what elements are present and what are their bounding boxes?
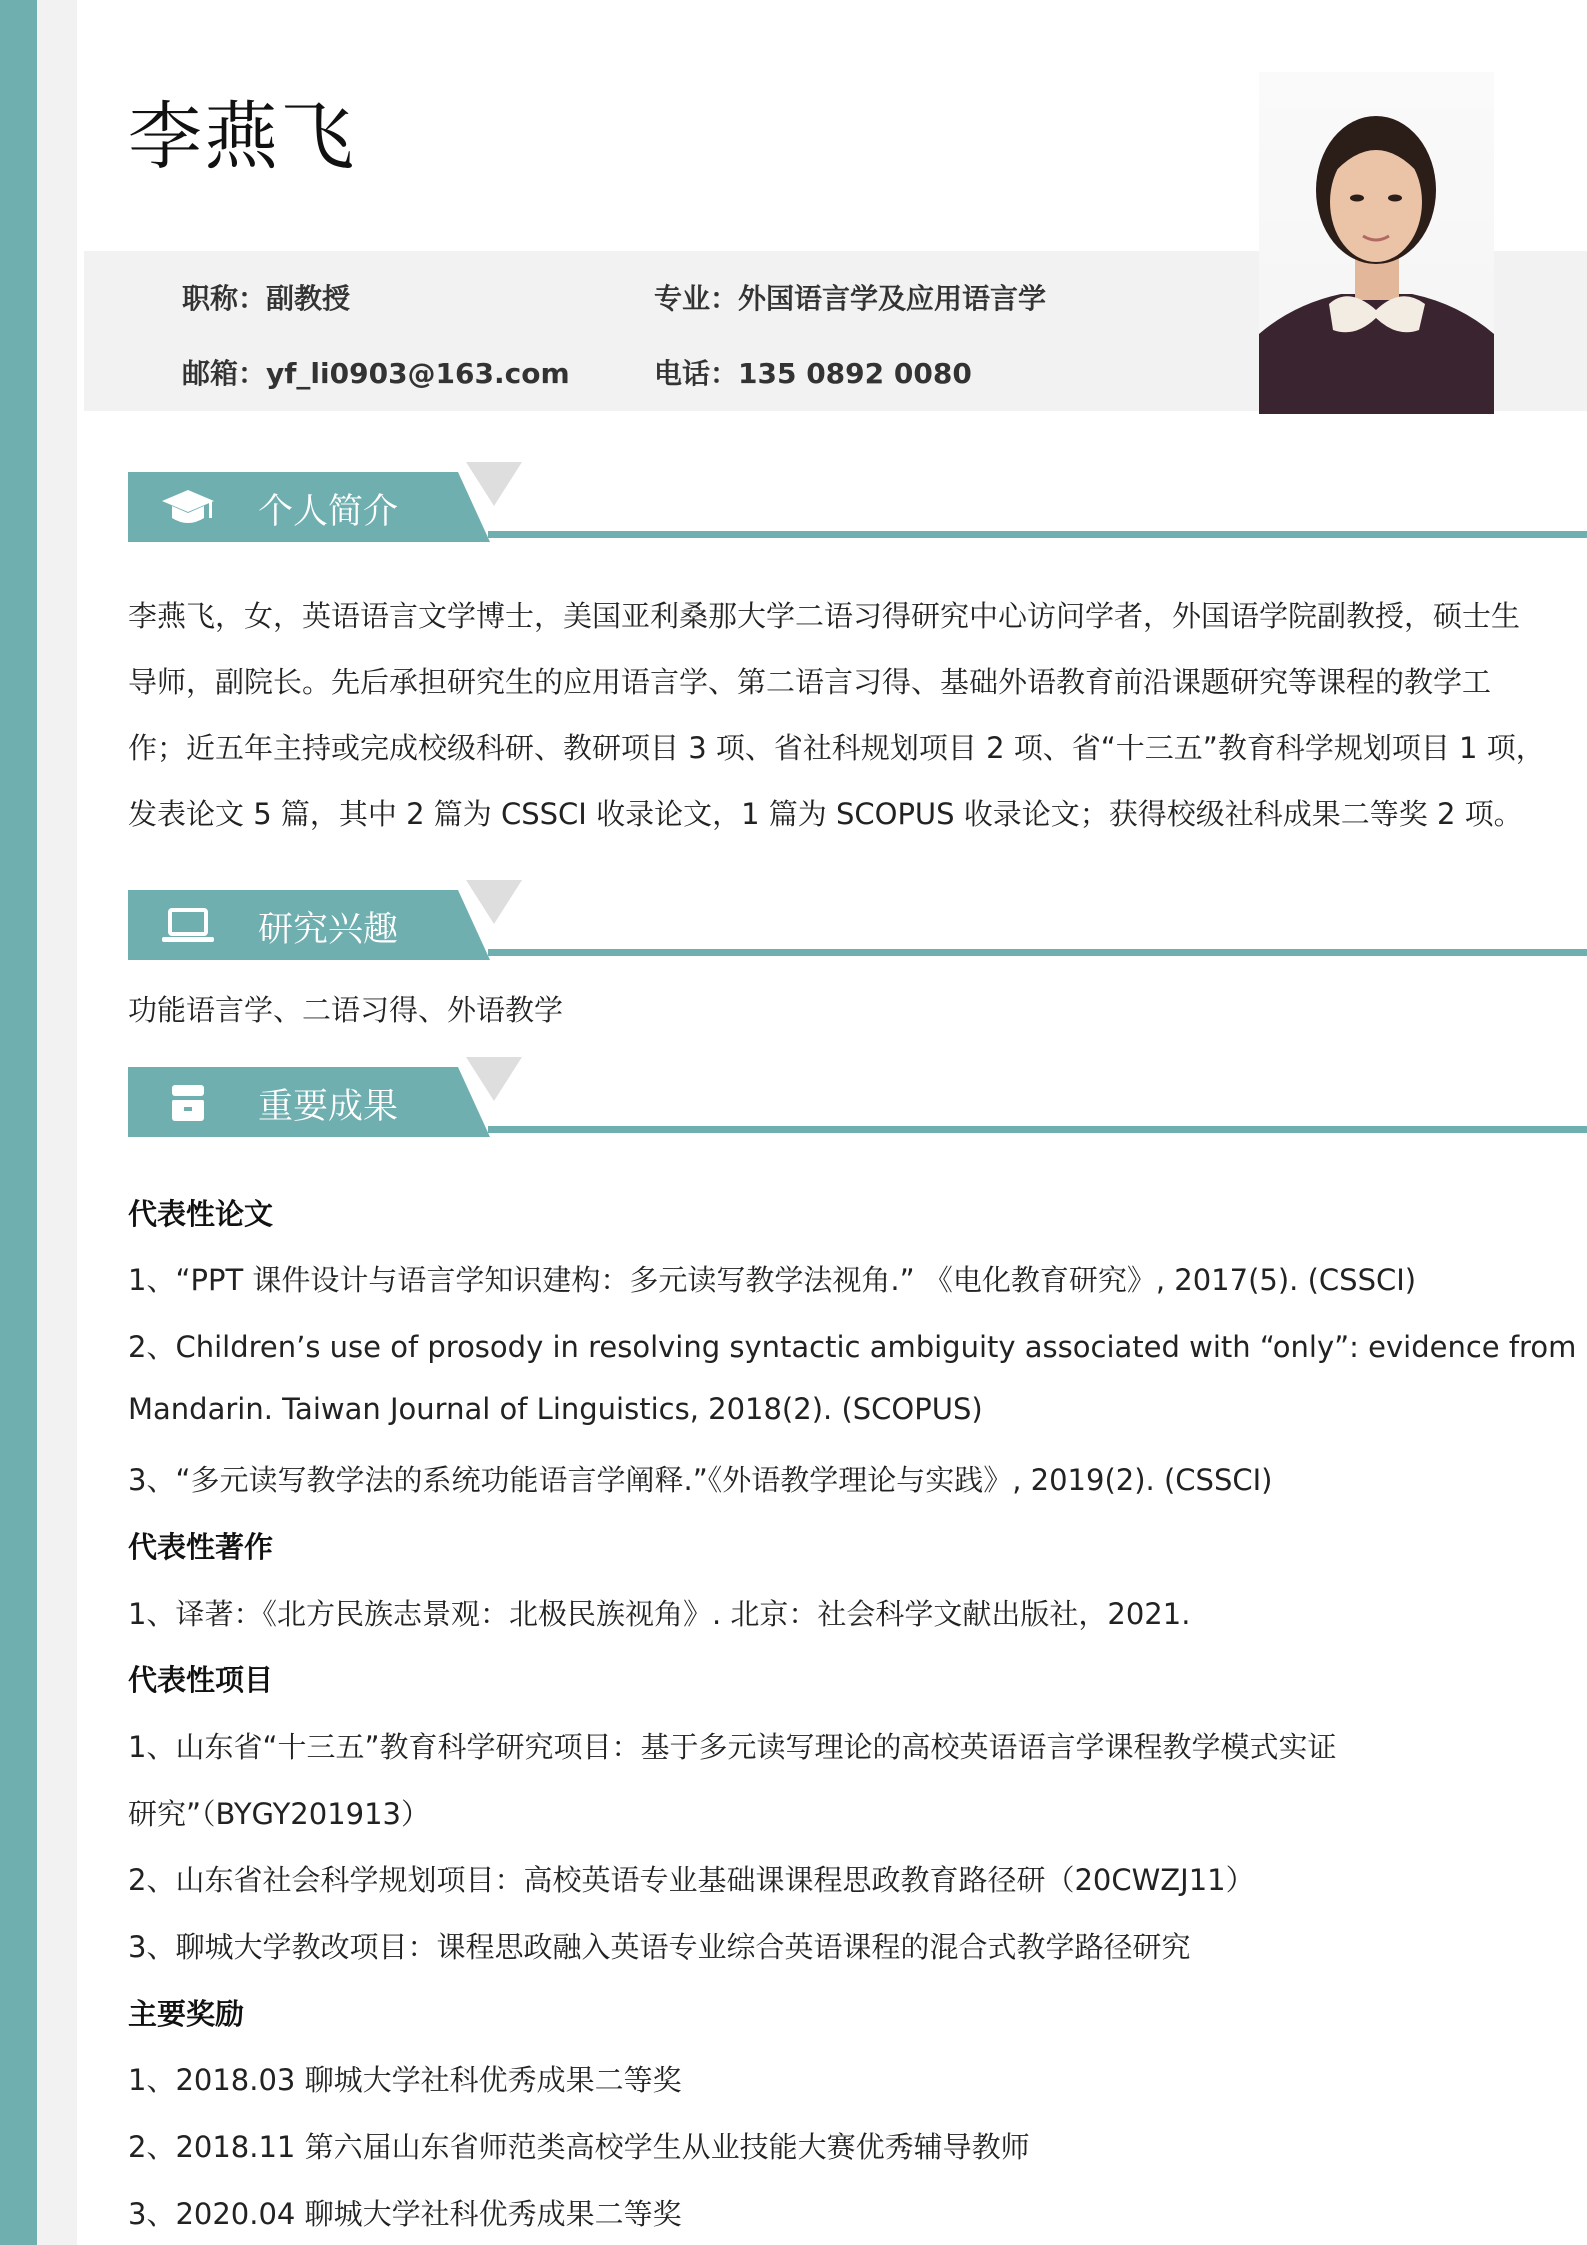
portrait-photo — [1259, 72, 1494, 414]
section-title: 研究兴趣 — [258, 910, 399, 950]
section-triangle — [466, 462, 522, 506]
section-title: 个人简介 — [258, 492, 399, 532]
archive-box-icon — [160, 1083, 216, 1123]
phone: 电话：135 0892 0080 — [654, 357, 972, 390]
left-gray-strip — [37, 0, 77, 2245]
books-heading: 代表性著作 — [128, 1530, 274, 1564]
person-name: 李燕飞 — [128, 94, 356, 180]
award-item: 2、2018.11 第六届山东省师范类高校学生从业技能大赛优秀辅导教师 — [128, 2130, 1030, 2164]
laptop-icon — [160, 906, 216, 946]
section-header-interests — [128, 880, 1587, 964]
paper-item: 2、Children’s use of prosody in resolving syntactic ambiguity associated with “only”: evidence from — [128, 1330, 1577, 1364]
section-header-achievements — [128, 1057, 1587, 1141]
project-item: 1、山东省“十三五”教育科学研究项目：基于多元读写理论的高校英语语言学课程教学模式实证 — [128, 1730, 1337, 1764]
paper-item: 3、“多元读写教学法的系统功能语言学阐释.”《外语教学理论与实践》, 2019(2). (CSSCI) — [128, 1463, 1273, 1497]
awards-heading: 主要奖励 — [128, 1997, 245, 2031]
section-rule — [488, 949, 1587, 956]
section-header-profile — [128, 462, 1587, 546]
major: 专业：外国语言学及应用语言学 — [654, 282, 1047, 315]
projects-heading: 代表性项目 — [128, 1663, 274, 1697]
award-item: 1、2018.03 聊城大学社科优秀成果二等奖 — [128, 2063, 682, 2097]
award-item: 3、2020.04 聊城大学社科优秀成果二等奖 — [128, 2197, 682, 2231]
graduation-cap-icon — [160, 488, 216, 528]
email: 邮箱：yf_li0903@163.com — [182, 357, 570, 390]
paper-item-continuation: Mandarin. Taiwan Journal of Linguistics, 2018(2). (SCOPUS) — [128, 1392, 983, 1426]
section-triangle — [466, 880, 522, 924]
paper-item: 1、“PPT 课件设计与语言学知识建构：多元读写教学法视角.” 《电化教育研究》, 2017(5). (CSSCI) — [128, 1263, 1417, 1297]
profile-text: 李燕飞，女，英语语言文学博士，美国亚利桑那大学二语习得研究中心访问学者，外国语学院副教授，硕士生导师，副院长。先后承担研究生的应用语言学、第二语言习得、基础外语教育前沿课题研究等课程的教学工作；近五年主持或完成校级科研、教研项目 3 项、省社科规划项目 2 项、省“十三五”教育科学规划项目 1 项，发表论文 5 篇，其中 2 篇为 CSSCI 收录论文，1 篇为 SCOPUS 收录论文；获得校级社科成果二等奖 2 项。 — [128, 599, 1545, 831]
section-triangle — [466, 1057, 522, 1101]
section-rule — [488, 531, 1587, 538]
project-item: 2、山东省社会科学规划项目：高校英语专业基础课课程思政教育路径研（20CWZJ11） — [128, 1863, 1255, 1897]
job-title: 职称：副教授 — [182, 282, 351, 315]
book-item: 1、译著：《北方民族志景观：北极民族视角》. 北京：社会科学文献出版社，2021. — [128, 1597, 1191, 1631]
section-rule — [488, 1126, 1587, 1133]
project-item: 3、聊城大学教改项目：课程思政融入英语专业综合英语课程的混合式教学路径研究 — [128, 1930, 1191, 1964]
section-title: 重要成果 — [258, 1087, 399, 1127]
project-item-continuation: 研究”（BYGY201913） — [128, 1797, 430, 1831]
papers-heading: 代表性论文 — [128, 1197, 274, 1231]
interests-text: 功能语言学、二语习得、外语教学 — [128, 993, 564, 1027]
left-accent-bar — [0, 0, 37, 2245]
